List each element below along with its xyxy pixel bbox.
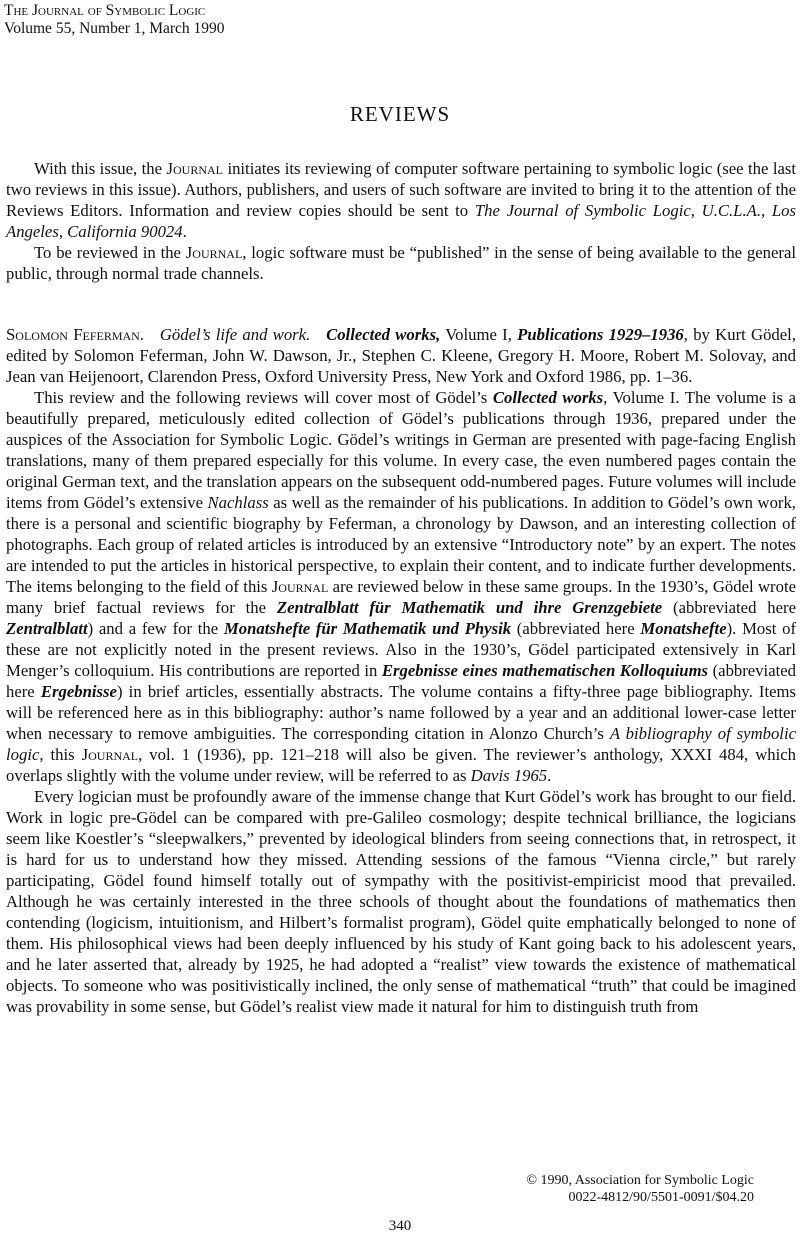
body-paragraph-2: Every logician must be profoundly aware of the immense change that Kurt Gödel’s work has brought to our field. Work in logic pre-Gödel can be compared with pre-Galileo cosmology; despite technical brilliance, the logicians seem like Koestler’s “sleepwalkers,” prevented by ideological blinders from seeing connections that, in retrospect, it is hard for us to understand how they missed. Attending sessions of the famous “Vienna circle,” but rarely participating, Gödel found himself totally out of sympathy with the positivist-empiricist mood that prevailed. Although he was certainly interested in the three schools of thought about the foundations of mathematics then contending (logicism, intuitionism, and Hilbert’s formalist program), Gödel quite emphatically belonged to none of them. His philosophical views had been deeply influenced by his study of Kant going back to his adolescent years, and he later asserted that, already by 1925, he had adopted a “realist” view towards the existence of mathematical objects. To someone who was positivistically inclined, the only sense of mathematical “truth” that could be imagined was provability in some sense, but Gödel’s realist view made it natural for him to distinguish truth from — [6, 787, 796, 1016]
copyright-notice — [526, 1172, 754, 1206]
running-header — [4, 2, 225, 38]
journal-name: Journal — [185, 243, 243, 262]
issn-code: 0022-4812/90/5501-0091/$04.20 — [568, 1190, 754, 1205]
review-section — [6, 324, 796, 1017]
copyright-line: © 1990, Association for Symbolic Logic — [526, 1173, 754, 1188]
volume-line: Volume 55, Number 1, March 1990 — [4, 20, 225, 37]
journal-name: Journal — [166, 159, 223, 178]
page-number: 340 — [388, 1218, 412, 1234]
review-author: Solomon Feferman. — [6, 325, 145, 344]
review-citation: Solomon Feferman. Gödel’s life and work. Collected works, Volume I, Publications 1929–1936, by Kurt Gödel, edited by Solomon Feferman, John W. Dawson, Jr., Stephen C. Kleene, Gregory H. Moore, Robert M. Solovay, and Jean van Heijenoort, Clarendon Press, Oxford University Press, New York and Oxford 1986, pp. 1–36. — [6, 325, 796, 386]
intro-section — [6, 158, 796, 284]
intro-paragraph-1: With this issue, the Journal initiates its reviewing of computer software pertaining to symbolic logic (see the last two reviews in this issue). Authors, publishers, and users of such software are invited to bring it to the attention of the Reviews Editors. Information and review copies should be sent to The Journal of Symbolic Logic, U.C.L.A., Los Angeles, California 90024. — [6, 159, 796, 241]
journal-title: The Journal of Symbolic Logic — [4, 2, 206, 19]
editor-address: The Journal of Symbolic Logic, U.C.L.A., Los Angeles, California 90024 — [6, 201, 796, 241]
book-title: Collected works, — [326, 325, 441, 344]
section-title: REVIEWS — [349, 102, 451, 126]
publications-range: Publications 1929–1936 — [517, 325, 684, 344]
body-paragraph-1: This review and the following reviews will cover most of Gödel’s Collected works, Volume I. The volume is a beautifully prepared, meticulously edited collection of Gödel’s publications through 1936, prepared under the auspices of the Association for Symbolic Logic. Gödel’s writings in German are presented with page-facing English translations, many of them prepared especially for this volume. In every case, the even numbered pages contain the original German text, and the translation appears on the subsequent odd-numbered pages. Future volumes will include items from Gödel’s extensive Nachlass as well as the remainder of his publications. In addition to Gödel’s own work, there is a personal and scientific biography by Feferman, a chronology by Dawson, and an interesting collection of photographs. Each group of related articles is introduced by an extensive “Introductory note” by an expert. The notes are intended to put the articles in historical perspective, to explain their content, and to indicate further developments. The items belonging to the field of this Journal are reviewed below in these same groups. In the 1930’s, Gödel wrote many brief factual reviews for the Zentralblatt für Mathematik und ihre Grenzgebiete (abbreviated here Zentralblatt) and a few for the Monatshefte für Mathematik und Physik (abbreviated here Monatshefte). Most of these are not explicitly noted in the present reviews. Also in the 1930’s, Gödel participated extensively in Karl Menger’s colloquium. His contributions are reported in Ergebnisse eines mathematischen Kolloquiums (abbreviated here Ergebnisse) in brief articles, essentially abstracts. The volume contains a fifty-three page bibliography. Items will be referenced here as in this bibliography: author’s name followed by a year and an additional lower-case letter when necessary to remove ambiguities. The corresponding citation in Alonzo Church’s A bibliography of symbolic logic, this Journal, vol. 1 (1936), pp. 121–218 will also be given. The reviewer’s anthology, XXXI 484, which overlaps slightly with the volume under review, will be referred to as Davis 1965. — [6, 388, 797, 785]
intro-paragraph-2: To be reviewed in the Journal, logic software must be “published” in the sense of being available to the general public, through normal trade channels. — [6, 243, 796, 283]
article-title: Gödel’s life and work. — [159, 325, 311, 344]
